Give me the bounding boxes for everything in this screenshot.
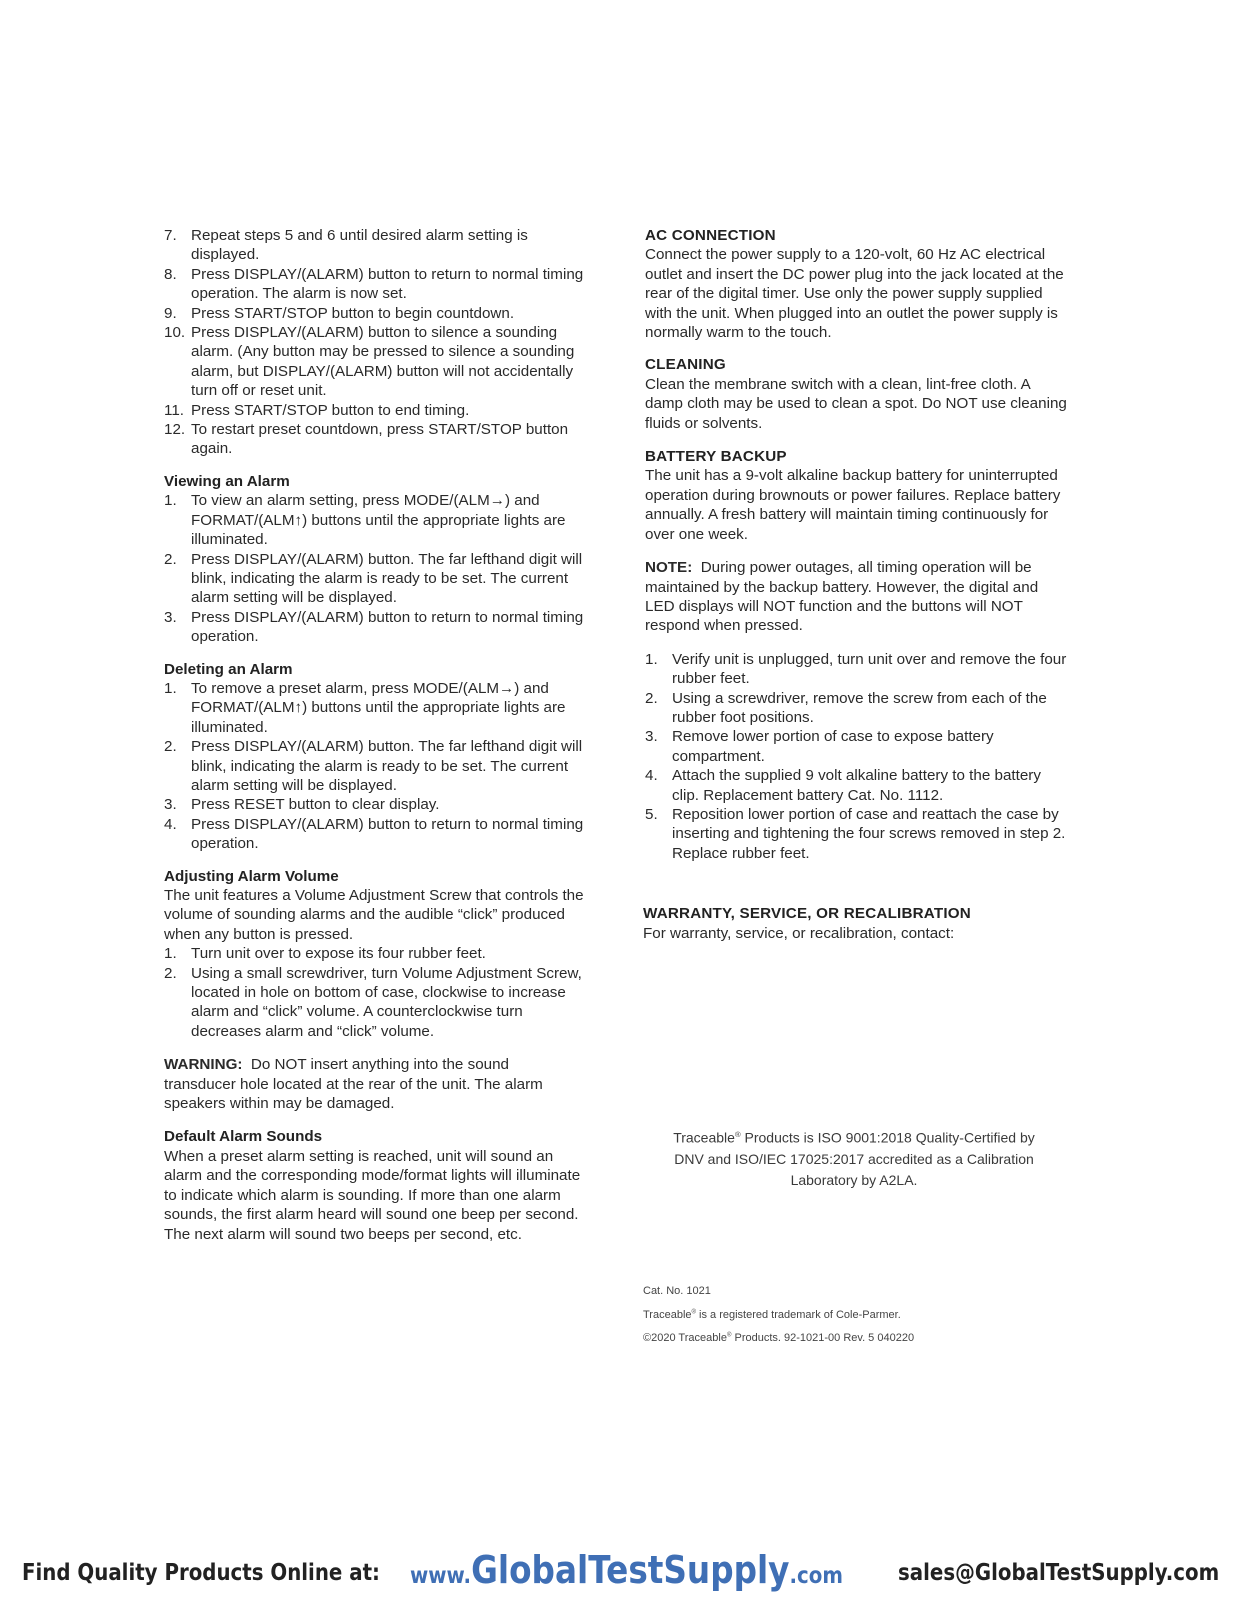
list-item: [164, 944, 584, 963]
cert-text: Products is ISO 9001:2018 Quality-Certified by DNV and ISO/IEC 17025:2017 accredited as a Calibration Laboratory by A2LA.: [674, 1129, 1035, 1188]
list-item-text: Press DISPLAY/(ALARM) button. The far lefthand digit will blink, indicating the alarm is ready to be set. The current alarm setting will be displayed.: [191, 550, 583, 607]
copyright-line: [643, 1332, 914, 1344]
list-item-number: 2.: [164, 550, 177, 568]
alarm-volume-heading: Adjusting Alarm Volume: [164, 867, 339, 885]
list-item-number: 2.: [164, 738, 177, 756]
list-item: [164, 323, 584, 401]
cleaning-text: Clean the membrane switch with a clean, lint-free cloth. A damp cloth may be used to clean a spot. Do NOT use cleaning fluids or solvents.: [645, 375, 1067, 432]
cert-brand: Traceable: [673, 1129, 735, 1146]
list-item-number: 2.: [645, 689, 658, 707]
list-item-text: To restart preset countdown, press START/STOP button again.: [191, 421, 569, 458]
list-item: [164, 401, 584, 420]
deleting-alarm-steps: [164, 679, 584, 854]
list-item-text: Press DISPLAY/(ALARM) button to return to normal timing operation.: [191, 815, 584, 853]
list-item-number: 4.: [164, 815, 177, 833]
list-item-text: Using a small screwdriver, turn Volume Adjustment Screw, located in hole on bottom of case, clockwise to increase alarm and “click” volume. A counterclockwise turn decreases alarm and “click” volume.: [191, 964, 582, 1040]
list-item: [164, 420, 584, 459]
list-item-text: Press DISPLAY/(ALARM) button. The far lefthand digit will blink, indicating the alarm is ready to be set. The current alarm setting will be displayed.: [191, 738, 583, 794]
default-sounds-heading: Default Alarm Sounds: [164, 1128, 323, 1146]
battery-replacement-steps: [645, 650, 1070, 863]
list-item-number: 3.: [164, 796, 177, 814]
footer-url-suffix: .com: [789, 1563, 843, 1589]
list-item: [164, 226, 584, 265]
list-item: [645, 650, 1070, 689]
list-item: [164, 550, 584, 608]
list-item-number: 2.: [164, 964, 177, 982]
right-column: [645, 226, 1070, 943]
list-item-number: 1.: [164, 679, 177, 697]
list-item: [164, 964, 584, 1042]
list-item-text: Reposition lower portion of case and reattach the case by inserting and tightening the four screws removed in step 2. Replace rubber feet.: [672, 805, 1066, 862]
list-item-text: Repeat steps 5 and 6 until desired alarm setting is displayed.: [191, 227, 528, 264]
cleaning-heading: CLEANING: [645, 356, 726, 374]
list-item: [645, 689, 1070, 728]
copyright-post: Products. 92-1021-00 Rev. 5 040220: [731, 1332, 915, 1344]
note-text: During power outages, all timing operation will be maintained by the backup battery. However, the digital and LED displays will NOT function and the buttons will NOT respond when pressed.: [645, 559, 1039, 635]
list-item-number: 5.: [645, 805, 658, 823]
battery-backup-text: The unit has a 9-volt alkaline backup battery for uninterrupted operation during brownouts or power failures. Replace battery annually. A fresh battery will maintain timing continuously for over one week.: [645, 467, 1061, 543]
list-item-number: 3.: [164, 608, 177, 626]
list-item: [164, 304, 584, 323]
warranty-heading: WARRANTY, SERVICE, OR RECALIBRATION: [643, 905, 971, 923]
list-item-number: 4.: [645, 767, 658, 785]
list-item-number: 8.: [164, 265, 177, 283]
footer-url-prefix: www.: [410, 1563, 472, 1589]
list-item-text: To view an alarm setting, press MODE/(ALM→) and FORMAT/(ALM↑) buttons until the appropriate lights are illuminated.: [191, 492, 566, 549]
battery-backup-heading: BATTERY BACKUP: [645, 448, 787, 466]
list-item-text: Press DISPLAY/(ALARM) button to silence a sounding alarm. (Any button may be pressed to silence a sounding alarm, but DISPLAY/(ALARM) button will not accidentally turn off or reset unit.: [191, 324, 575, 400]
note-label: NOTE:: [645, 559, 693, 577]
list-item-number: 11.: [164, 401, 184, 419]
list-item-text: Press RESET button to clear display.: [191, 796, 440, 814]
list-item-number: 10.: [164, 324, 186, 342]
list-item: [164, 737, 584, 795]
footer-find-text: Find Quality Products Online at:: [22, 1560, 380, 1586]
list-item-text: Turn unit over to expose its four rubber feet.: [191, 945, 486, 963]
footer-website-link[interactable]: [410, 1548, 843, 1592]
list-item: [164, 795, 584, 814]
list-item: [164, 679, 584, 737]
ac-connection-text: Connect the power supply to a 120-volt, 60 Hz AC electrical outlet and insert the DC power plug into the jack located at the rear of the digital timer. Use only the power supply supplied with the unit. When plugged into an outlet the power supply is normally warm to the touch.: [645, 246, 1064, 342]
list-item-number: 9.: [164, 304, 177, 322]
catalog-number: Cat. No. 1021: [643, 1285, 711, 1297]
copyright-pre: ©2020 Traceable: [643, 1332, 727, 1344]
list-item-number: 3.: [645, 728, 658, 746]
list-item-number: 1.: [164, 492, 177, 510]
default-sounds-text: When a preset alarm setting is reached, unit will sound an alarm and the corresponding mode/format lights will illuminate to indicate which alarm is sounding. If more than one alarm sounds, the first alarm heard will sound one beep per second. The next alarm will sound two beeps per second, etc.: [164, 1147, 581, 1243]
list-item: [645, 727, 1070, 766]
list-item-number: 7.: [164, 227, 177, 244]
ac-connection-heading: AC CONNECTION: [645, 227, 776, 244]
deleting-alarm-heading: Deleting an Alarm: [164, 660, 293, 678]
tm-brand: Traceable: [643, 1309, 692, 1321]
list-item-text: Verify unit is unplugged, turn unit over and remove the four rubber feet.: [672, 650, 1067, 688]
warranty-text: For warranty, service, or recalibration, contact:: [643, 924, 955, 942]
list-item-text: Press START/STOP button to begin countdown.: [191, 304, 515, 322]
list-item-number: 1.: [645, 650, 658, 668]
viewing-alarm-steps: [164, 491, 584, 646]
list-item-number: 1.: [164, 945, 177, 963]
note-paragraph: [645, 558, 1070, 636]
list-item-text: Press START/STOP button to end timing.: [191, 401, 470, 419]
list-item-text: Using a screwdriver, remove the screw from each of the rubber foot positions.: [672, 689, 1047, 726]
cert-registered-mark: ®: [734, 1130, 741, 1139]
certification-statement: [660, 1124, 1048, 1191]
alarm-setting-steps: [164, 226, 584, 459]
tm-registered-mark: ®: [691, 1309, 696, 1316]
list-item: [164, 265, 584, 304]
list-item-number: 12.: [164, 421, 186, 439]
list-item: [164, 491, 584, 549]
copyright-registered-mark: ®: [726, 1332, 732, 1339]
list-item: [645, 805, 1070, 863]
left-column: [164, 226, 584, 1244]
list-item-text: To remove a preset alarm, press MODE/(ALM→) and FORMAT/(ALM↑) buttons until the appropriate lights are illuminated.: [191, 679, 566, 736]
alarm-volume-steps: [164, 944, 584, 1041]
list-item-text: Attach the supplied 9 volt alkaline battery to the battery clip. Replacement battery Cat. No. 1112.: [672, 767, 1041, 804]
footer-url-main: GlobalTestSupply: [471, 1548, 790, 1592]
list-item: [164, 815, 584, 854]
footer-email-link[interactable]: sales@GlobalTestSupply.com: [898, 1560, 1220, 1586]
viewing-alarm-heading: Viewing an Alarm: [164, 472, 290, 490]
alarm-volume-text: The unit features a Volume Adjustment Screw that controls the volume of sounding alarms and the audible “click” produced when any button is pressed.: [164, 887, 584, 943]
warning-paragraph: [164, 1055, 584, 1113]
list-item: [164, 608, 584, 647]
tm-text: is a registered trademark of Cole-Parmer.: [695, 1309, 901, 1321]
list-item-text: Press DISPLAY/(ALARM) button to return to normal timing operation. The alarm is now set.: [191, 265, 584, 303]
trademark-notice: [643, 1309, 901, 1321]
warning-text: Do NOT insert anything into the sound transducer hole located at the rear of the unit. The alarm speakers within may be damaged.: [164, 1056, 543, 1113]
list-item-text: Remove lower portion of case to expose battery compartment.: [672, 728, 994, 765]
list-item-text: Press DISPLAY/(ALARM) button to return to normal timing operation.: [191, 608, 584, 646]
list-item: [645, 766, 1070, 805]
warning-label: WARNING:: [164, 1056, 243, 1074]
